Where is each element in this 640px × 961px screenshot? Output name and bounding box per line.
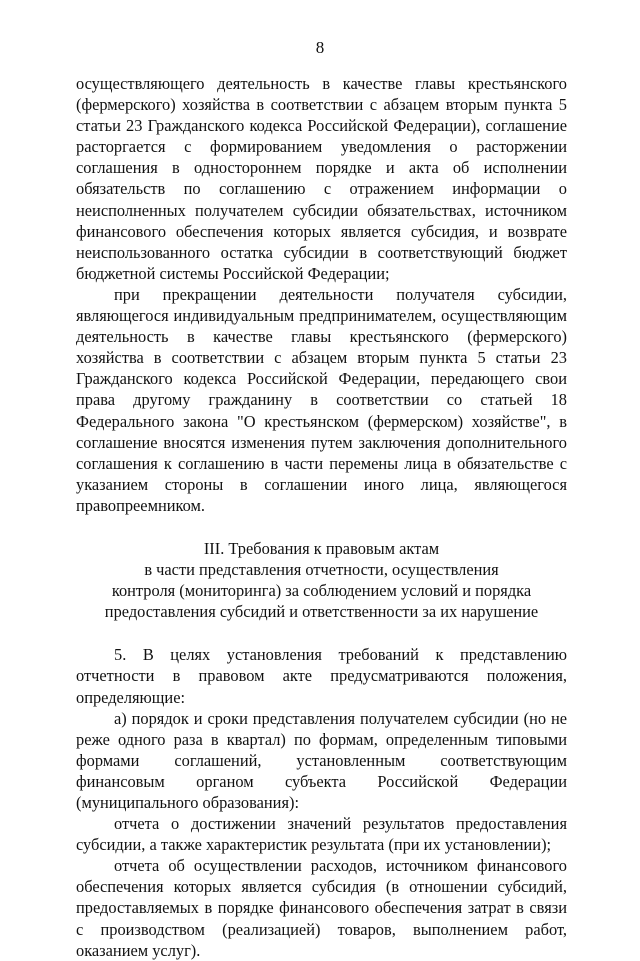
document-body: [76, 73, 567, 961]
paragraph: отчета о достижении значений результатов предоставления субсидии, а также характеристик результата (при их установлении);: [76, 814, 567, 855]
section-heading-line: контроля (мониторинга) за соблюдением условий и порядка: [111, 581, 532, 601]
section-heading-line: в части представления отчетности, осуществления: [144, 560, 499, 580]
paragraph: отчета об осуществлении расходов, источником финансового обеспечения которых является субсидия (в отношении субсидий, предоставляемых в порядке финансового обеспечения затрат в связи с производством (реализацией) товаров, выполнением работ, оказанием услуг).: [76, 856, 567, 960]
section-heading-line: III. Требования к правовым актам: [203, 538, 440, 558]
paragraph: при прекращении деятельности получателя субсидии, являющегося индивидуальным предпринимателем, осуществляющим деятельность в качестве главы крестьянского (фермерского) хозяйства в соответствии с абзацем вторым пункта 5 статьи 23 Гражданского кодекса Российской Федерации, передающего свои права другому гражданину в соответствии со статьей 18 Федерального закона "О крестьянском (фермерском) хозяйстве", в соглашение вносятся изменения путем заключения дополнительного соглашения к соглашению в части перемены лица в обязательстве с указанием стороны в соглашении иного лица, являющегося правопреемником.: [76, 284, 567, 515]
paragraph: а) порядок и сроки представления получателем субсидии (но не реже одного раза в квартал) по формам, определенным типовыми формами соглашений, установленным соответствующим финансовым органом субъекта Российской Федерации (муниципального образования):: [76, 708, 567, 812]
paragraph: осуществляющего деятельность в качестве главы крестьянского (фермерского) хозяйства в соответствии с абзацем вторым пункта 5 статьи 23 Гражданского кодекса Российской Федерации), соглашение расторгается с формированием уведомления о расторжении соглашения в одностороннем порядке и акта об исполнении обязательств по соглашению с отражением информации о неисполненных получателем субсидии обязательствах, источником финансового обеспечения которых является субсидия, и возврате неиспользованного остатка субсидии в соответствующий бюджет бюджетной системы Российской Федерации;: [76, 74, 567, 283]
paragraph: 5. В целях установления требований к представлению отчетности в правовом акте предусматриваются положения, определяющие:: [76, 645, 567, 707]
section-heading: [76, 538, 567, 622]
page-number: 8: [315, 38, 325, 57]
section-heading-line: предоставления субсидий и ответственности за их нарушение: [104, 602, 539, 622]
